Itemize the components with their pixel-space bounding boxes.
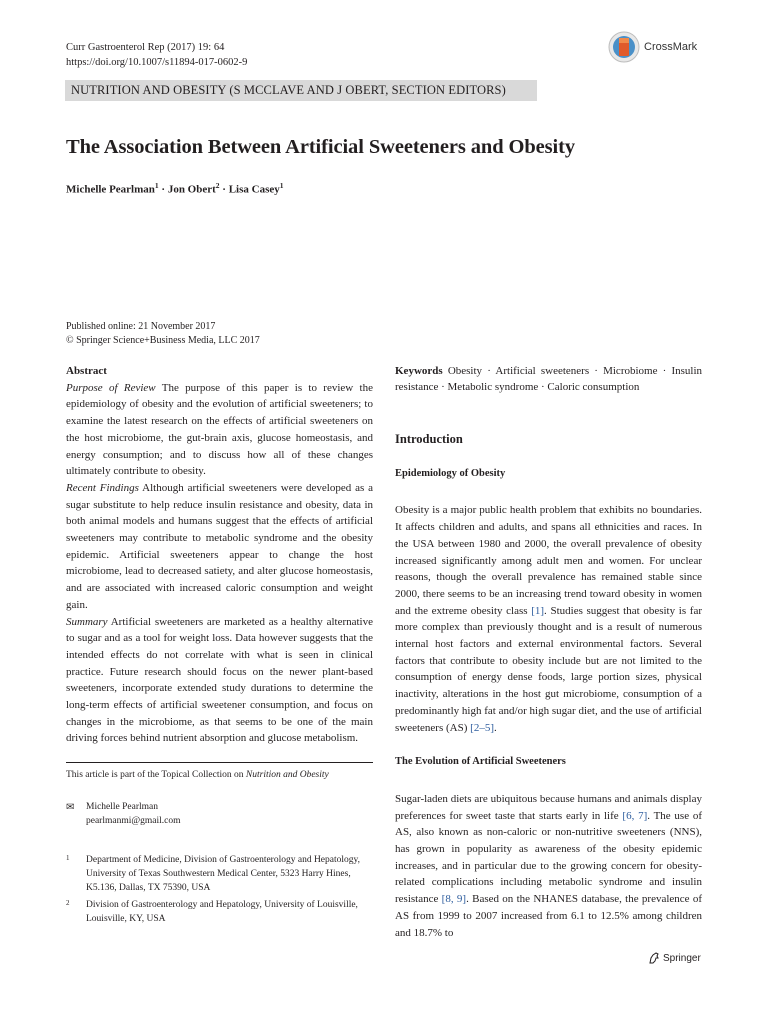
abstract-purpose — [66, 380, 373, 480]
abstract-section — [66, 363, 373, 747]
author-separator: · — [219, 183, 229, 196]
affiliation-item — [66, 898, 376, 926]
publication-info — [66, 320, 260, 348]
purpose-text: The purpose of this paper is to review the epidemiology of obesity and the evolution of artificial sweeteners; to examine the latest research on the effects of artificial sweeteners on the host microbiome, the gut-brain axis, glucose homeostasis, and energy consumption; and to discuss how all of these changes ultimately contribute to obesity. — [66, 381, 373, 478]
published-date: Published online: 21 November 2017 — [66, 321, 216, 332]
correspondence — [66, 801, 181, 828]
purpose-label: Purpose of Review — [66, 381, 156, 394]
author-name[interactable]: Lisa Casey — [228, 183, 280, 196]
epidemiology-heading: Epidemiology of Obesity — [395, 467, 506, 479]
affiliation-text: Division of Gastroenterology and Hepatology, University of Louisville, Louisville, KY, USA — [86, 900, 358, 924]
paragraph-text: . — [493, 721, 497, 734]
footnote-divider — [66, 762, 373, 763]
publisher-logo — [648, 952, 701, 964]
author-affiliation-marker: 1 — [154, 181, 159, 190]
author-list — [66, 181, 284, 196]
paragraph-text: . Studies suggest that obesity is far more complex than previously thought and is a result of numerous internal host factors and external environmental factors. Several factors that contribute to obesity include but are not limited to the consumption of energy dense foods, large portion sizes, physical inactivity, alterations in the host gut microbiome, consumption of a predominantly high fat and/or high sugar diet, and the use of artificial sweeteners (AS) — [395, 604, 702, 734]
keywords — [395, 363, 702, 395]
affiliation-item — [66, 853, 376, 895]
correspondence-email[interactable]: pearlmanmi@gmail.com — [86, 815, 181, 826]
citation-link[interactable]: [6, 7] — [622, 809, 648, 822]
envelope-icon: ✉ — [66, 802, 75, 813]
author-name[interactable]: Michelle Pearlman — [66, 183, 155, 196]
topical-prefix: This article is part of the Topical Collection on — [66, 770, 246, 780]
findings-label: Recent Findings — [66, 481, 139, 494]
affiliation-text: Department of Medicine, Division of Gastroenterology and Hepatology, University of Texas Southwestern Medical Center, 5323 Harry Hines, K5.136, Dallas, TX 75390, USA — [86, 855, 361, 893]
affiliation-number: 2 — [66, 899, 70, 907]
crossmark-label: CrossMark — [644, 41, 698, 53]
citation-link[interactable]: [1] — [531, 604, 545, 617]
publisher-name: Springer — [663, 952, 701, 964]
evolution-heading: The Evolution of Artificial Sweeteners — [395, 756, 566, 768]
citation-link[interactable]: [2–5] — [470, 721, 494, 734]
epidemiology-paragraph — [395, 502, 702, 736]
topical-collection-note — [66, 770, 329, 780]
author-name[interactable]: Jon Obert — [167, 183, 216, 196]
citation-link[interactable]: [8, 9] — [441, 893, 467, 906]
introduction-heading: Introduction — [395, 432, 463, 446]
summary-text: Artificial sweeteners are marketed as a healthy alternative to sugar and as a tool for weight loss. Data however suggests that the intended effects do not correlate with what is seen in clinical practice. Future research should focus on the newer plant-based sweeteners, incorporate extended study durations to determine the long-term effects of artificial sweetener consumption, and focus on changes in the microbiome, as that seems to be one of the main driving forces behind nutrient absorption and glucose metabolism. — [66, 615, 373, 745]
journal-citation — [66, 40, 247, 70]
paragraph-text: Obesity is a major public health problem that exhibits no boundaries. It affects children and adults, and spans all ethnicities and races. In the USA between 1980 and 2000, the overall prevalence of obesity increased significantly among adult men and women. For unclear reasons, though the overall prevalence has remained stable since 2000, there seems to be an increasing trend toward obesity in women and the extreme obesity class — [395, 504, 702, 617]
paragraph-text: Sugar-laden diets are ubiquitous because humans and animals display preferences for sweet taste that starts early in life — [395, 792, 702, 822]
summary-label: Summary — [66, 615, 108, 628]
paragraph-text: . Based on the NHANES database, the prevalence of AS from 1999 to 2007 increased from 6.1 to 12.5% among children and 18.7% to — [395, 893, 702, 939]
topical-collection-link[interactable]: Nutrition and Obesity — [245, 770, 329, 780]
article-title: The Association Between Artificial Sweeteners and Obesity — [66, 136, 576, 158]
affiliation-number: 1 — [66, 854, 70, 862]
abstract-summary — [66, 614, 373, 748]
crossmark-badge[interactable] — [608, 31, 697, 63]
keywords-text: Obesity · Artificial sweeteners · Microbiome · Insulin resistance · Metabolic syndrome · Caloric consumption — [395, 365, 702, 393]
correspondence-name: Michelle Pearlman — [86, 802, 159, 812]
journal-line: Curr Gastroenterol Rep (2017) 19: 64 — [66, 42, 225, 53]
abstract-findings — [66, 480, 373, 614]
keywords-label: Keywords — [395, 365, 443, 377]
author-affiliation-marker: 2 — [215, 181, 220, 190]
author-affiliation-marker: 1 — [279, 181, 284, 190]
springer-horse-icon — [648, 952, 660, 964]
right-column — [395, 363, 702, 941]
author-separator: · — [158, 183, 168, 196]
copyright-notice: © Springer Science+Business Media, LLC 2017 — [66, 335, 260, 346]
evolution-paragraph — [395, 791, 702, 941]
findings-text: Although artificial sweeteners were developed as a sugar substitute to help reduce insulin resistance and obesity, data in both animal models and humans suggest that the effects of artificial sweeteners may contribute to metabolic syndrome and the obesity epidemic. Artificial sweeteners appear to change the host microbiome, lead to decreased satiety, and alter glucose homeostasis, and are associated with increased caloric consumption and weight gain. — [66, 481, 373, 611]
crossmark-icon — [608, 31, 640, 63]
doi-link[interactable]: https://doi.org/10.1007/s11894-017-0602-9 — [66, 57, 248, 68]
paragraph-text: . The use of AS, also known as non-caloric or non-nutritive sweeteners (NNS), has grown in popularity as awareness of the obesity epidemic increases, and in particular due to the growing concern for obesity-related complications including metabolic syndrome and insulin resistance — [395, 809, 703, 906]
abstract-heading: Abstract — [66, 365, 107, 377]
section-banner: NUTRITION AND OBESITY (S MCCLAVE AND J OBERT, SECTION EDITORS) — [65, 80, 537, 101]
